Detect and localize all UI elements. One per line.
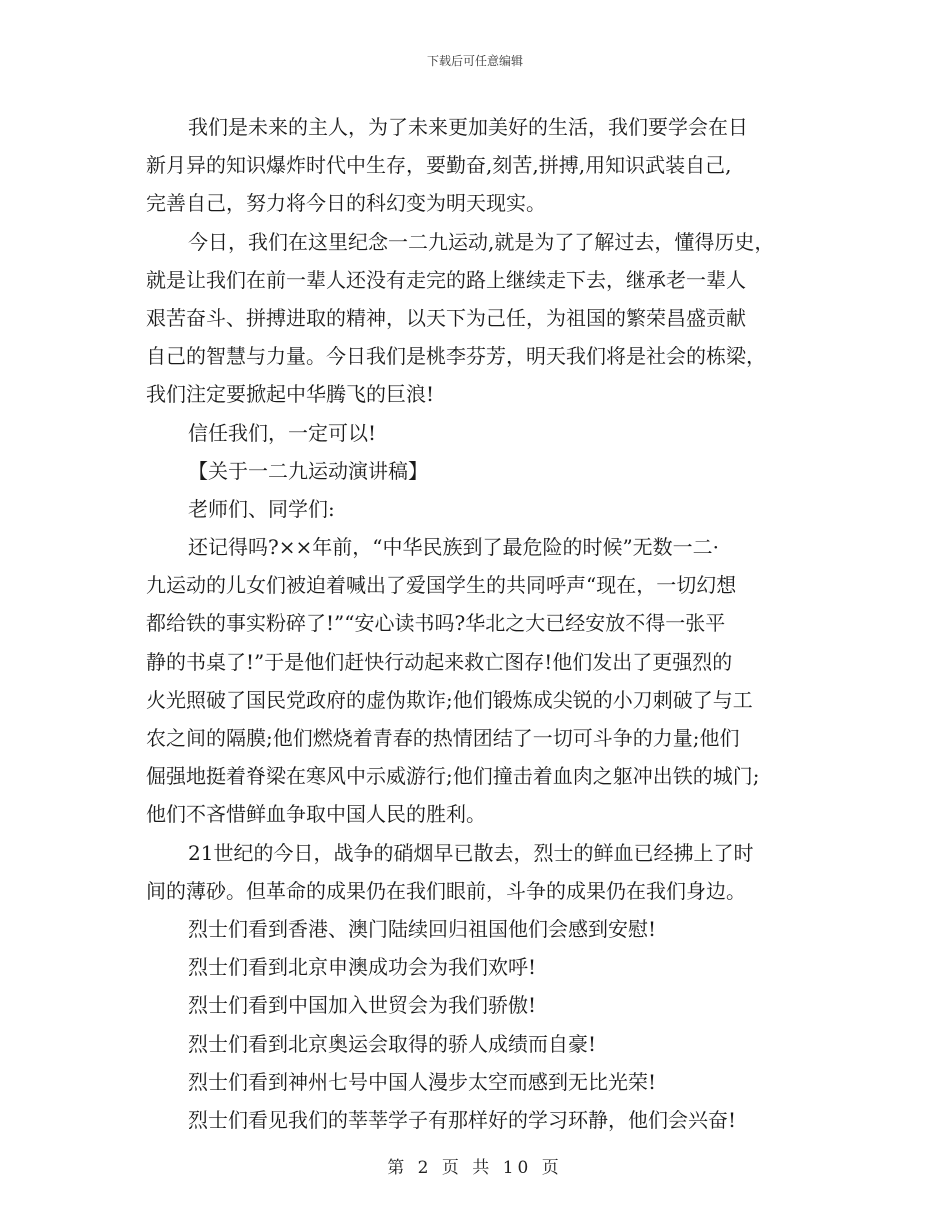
document-body xyxy=(146,108,810,1139)
text-line: 新月异的知识爆炸时代中生存，要勤奋,刻苦,拼搏,用知识武装自己, xyxy=(146,153,732,178)
text-line: 烈士们看到中国加入世贸会为我们骄傲! xyxy=(188,993,537,1018)
text-line: 烈士们看到北京奥运会取得的骄人成绩而自豪! xyxy=(188,1031,597,1056)
page-header-note: 下载后可任意编辑 xyxy=(426,54,523,68)
text-line: 信任我们，一定可以! xyxy=(188,420,377,445)
text-line: 九运动的儿女们被迫着喊出了爱国学生的共同呼声“现在，一切幻想 xyxy=(146,573,737,598)
text-line: 完善自己，努力将今日的科幻变为明天现实。 xyxy=(146,191,546,216)
text-line: 烈士们看见我们的莘莘学子有那样好的学习环静，他们会兴奋! xyxy=(188,1107,737,1132)
text-line: 还记得吗?××年前，“中华民族到了最危险的时候”无数一二· xyxy=(188,535,720,560)
text-line: 21世纪的今日，战争的硝烟早已散去，烈士的鲜血已经拂上了时 xyxy=(188,840,754,865)
text-line: 静的书桌了!”于是他们赶快行动起来救亡图存!他们发出了更强烈的 xyxy=(146,649,733,674)
text-line: 艰苦奋斗、拼搏进取的精神，以天下为己任，为祖国的繁荣昌盛贡献 xyxy=(146,305,746,330)
text-line: 烈士们看到北京申澳成功会为我们欢呼! xyxy=(188,955,537,980)
text-line: 他们不吝惜鲜血争取中国人民的胜利。 xyxy=(146,802,486,827)
section-heading: 【关于一二九运动演讲稿】 xyxy=(188,458,428,483)
text-line: 农之间的隔膜;他们燃烧着青春的热情团结了一切可斗争的力量;他们 xyxy=(146,726,740,750)
text-line: 就是让我们在前一辈人还没有走完的路上继续走下去，继承老一辈人 xyxy=(146,267,746,292)
text-line: 我们注定要掀起中华腾飞的巨浪! xyxy=(146,382,435,407)
text-line: 烈士们看到香港、澳门陆续回归祖国他们会感到安慰! xyxy=(188,916,657,941)
page-number: 第 2 页 共 10 页 xyxy=(387,1158,563,1178)
text-line: 今日，我们在这里纪念一二九运动,就是为了了解过去，懂得历史， xyxy=(188,229,775,254)
text-line: 都给铁的事实粉碎了!”“安心读书吗?华北之大已经安放不得一张平 xyxy=(146,611,726,636)
salutation: 老师们、同学们: xyxy=(188,496,335,521)
text-line: 倔强地挺着脊梁在寒风中示威游行;他们撞击着血肉之躯冲出铁的城门; xyxy=(146,764,760,789)
text-line: 我们是未来的主人，为了未来更加美好的生活，我们要学会在日 xyxy=(188,115,748,139)
text-line: 火光照破了国民党政府的虚伪欺诈;他们锻炼成尖锐的小刀刺破了与工 xyxy=(146,687,753,712)
text-line: 自己的智慧与力量。今日我们是桃李芬芳，明天我们将是社会的栋梁， xyxy=(146,344,766,369)
text-line: 间的薄砂。但革命的成果仍在我们眼前，斗争的成果仍在我们身边。 xyxy=(146,878,746,903)
text-line: 烈士们看到神州七号中国人漫步太空而感到无比光荣! xyxy=(188,1069,657,1094)
